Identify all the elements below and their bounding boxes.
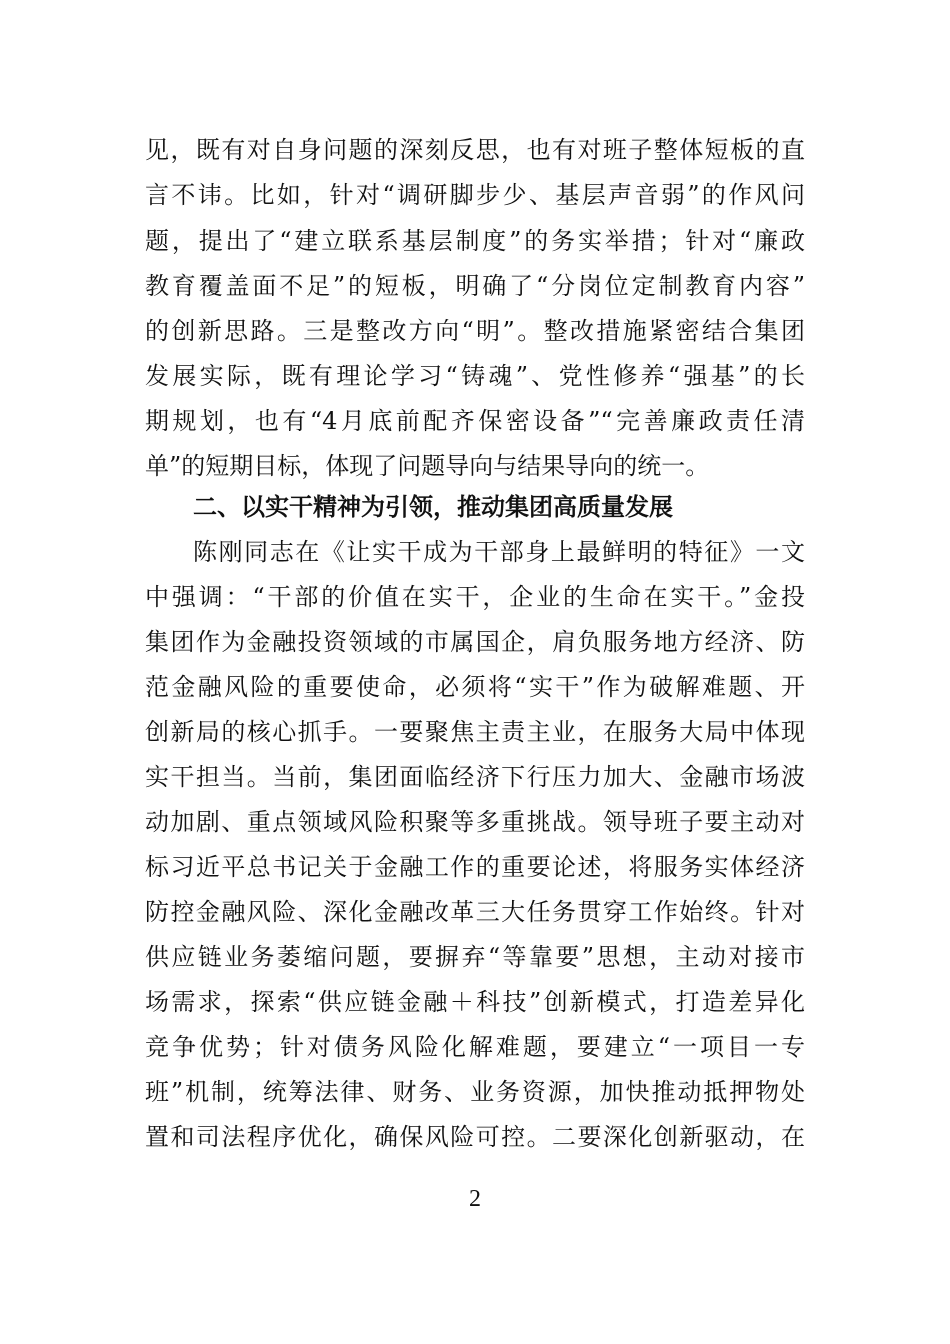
paragraph-line: 实干担当。当前，集团面临经济下行压力加大、金融市场波 <box>145 763 805 791</box>
paragraph-line: 的创新思路。三是整改方向“明”。整改措施紧密结合集团 <box>145 317 805 345</box>
paragraph-line: 供应链业务萎缩问题，要摒弃“等靠要”思想，主动对接市 <box>145 943 805 971</box>
paragraph-line: 防控金融风险、深化金融改革三大任务贯穿工作始终。针对 <box>145 898 805 926</box>
paragraph-line: 发展实际，既有理论学习“铸魂”、党性修养“强基”的长 <box>145 362 805 390</box>
paragraph-line: 置和司法程序优化，确保风险可控。二要深化创新驱动，在 <box>145 1123 805 1151</box>
paragraph-line: 陈刚同志在《让实干成为干部身上最鲜明的特征》一文 <box>193 538 805 566</box>
paragraph-line: 题，提出了“建立联系基层制度”的务实举措；针对“廉政 <box>145 227 805 255</box>
paragraph-line: 标习近平总书记关于金融工作的重要论述，将服务实体经济 <box>145 853 805 881</box>
page-number: 2 <box>469 1186 481 1212</box>
paragraph-line: 竞争优势；针对债务风险化解难题，要建立“一项目一专 <box>145 1033 805 1061</box>
paragraph-line: 范金融风险的重要使命，必须将“实干”作为破解难题、开 <box>145 673 805 701</box>
paragraph-line: 教育覆盖面不足”的短板，明确了“分岗位定制教育内容” <box>145 272 805 300</box>
paragraph-line: 见，既有对自身问题的深刻反思，也有对班子整体短板的直 <box>145 136 805 164</box>
paragraph-line: 动加剧、重点领域风险积聚等多重挑战。领导班子要主动对 <box>145 808 805 836</box>
section-heading: 二、以实干精神为引领，推动集团高质量发展 <box>193 493 673 521</box>
paragraph-line: 创新局的核心抓手。一要聚焦主责主业，在服务大局中体现 <box>145 718 805 746</box>
paragraph-line: 期规划，也有“4月底前配齐保密设备”“完善廉政责任清 <box>145 407 805 435</box>
paragraph-line: 中强调：“干部的价值在实干，企业的生命在实干。”金投 <box>145 583 805 611</box>
paragraph-line: 集团作为金融投资领域的市属国企，肩负服务地方经济、防 <box>145 628 805 656</box>
paragraph-line: 单”的短期目标，体现了问题导向与结果导向的统一。 <box>145 452 710 480</box>
paragraph-line: 言不讳。比如，针对“调研脚步少、基层声音弱”的作风问 <box>145 181 805 209</box>
paragraph-line: 场需求，探索“供应链金融＋科技”创新模式，打造差异化 <box>145 988 805 1016</box>
paragraph-line: 班”机制，统筹法律、财务、业务资源，加快推动抵押物处 <box>145 1078 805 1106</box>
